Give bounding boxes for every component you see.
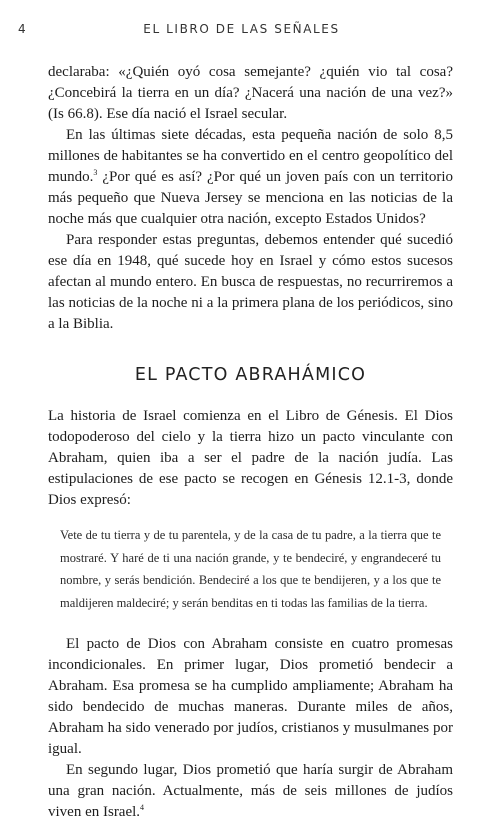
footnote-ref-4[interactable]: 4: [140, 803, 145, 812]
scripture-quote: Vete de tu tierra y de tu parentela, y de la casa de tu padre, a la tierra que te mostraré. Y haré de ti una nación grande, y te bendeciré, y engrandeceré tu nombre, y serás bendición. Bendeciré a los que te bendijeren, y a los que te maldijeren maldeciré; y serán benditas en ti todas las familias de la tierra.: [60, 528, 441, 610]
body-text: [48, 62, 453, 823]
paragraph-2-rest: ¿Por qué es así? ¿Por qué un joven país con un territorio más pequeño que Nueva Jersey se menciona en las noticias de la noche más que cualquier otra nación, excepto Estados Unidos?: [48, 169, 453, 227]
paragraph-2-text: En las últimas siete décadas, esta pequeña nación de solo 8,5 millones de habitantes se ha convertido en el centro geopolítico del mundo.: [48, 127, 453, 185]
paragraph-5: El pacto de Dios con Abraham consiste en cuatro promesas incondicionales. En primer lugar, Dios prometió bendecir a Abraham. Esa promesa se ha cumplido ampliamente; Abraham ha sido bendecido de muchas maneras. Durante miles de años, Abraham ha sido venerado por judíos, cristianos y musulmanes por igual.: [48, 636, 453, 757]
paragraph-3: Para responder estas preguntas, debemos entender qué sucedió ese día en 1948, qué sucede hoy en Israel y cómo estos sucesos afectan al mundo entero. En busca de respuestas, no recurriremos a las noticias de la noche ni a la primera plana de los periódicos, sino a la Biblia.: [48, 232, 453, 332]
paragraph-6: [48, 760, 453, 823]
running-head: [0, 22, 483, 40]
paragraph-1: declaraba: «¿Quién oyó cosa semejante? ¿quién vio tal cosa? ¿Concebirá la tierra en un día? ¿Nacerá una nación de una vez?» (Is 66.8). Ese día nació el Israel secular.: [48, 64, 453, 122]
paragraph-4: La historia de Israel comienza en el Libro de Génesis. El Dios todopoderoso del cielo y la tierra hizo un pacto vinculante con Abraham, quien iba a ser el padre de la nación judía. Las estipulaciones de ese pacto se recogen en Génesis 12.1-3, donde Dios expresó:: [48, 408, 453, 508]
footnote-ref-3[interactable]: 3: [93, 168, 98, 177]
section-title: EL PACTO ABRAHÁMICO: [134, 365, 367, 385]
paragraph-2: [48, 125, 453, 230]
paragraph-6-text: En segundo lugar, Dios prometió que haría surgir de Abraham una gran nación. Actualmente, más de seis millones de judíos viven en Israel.: [48, 762, 453, 820]
book-title: EL LIBRO DE LAS SEÑALES: [143, 22, 340, 36]
page-number: 4: [18, 22, 28, 36]
